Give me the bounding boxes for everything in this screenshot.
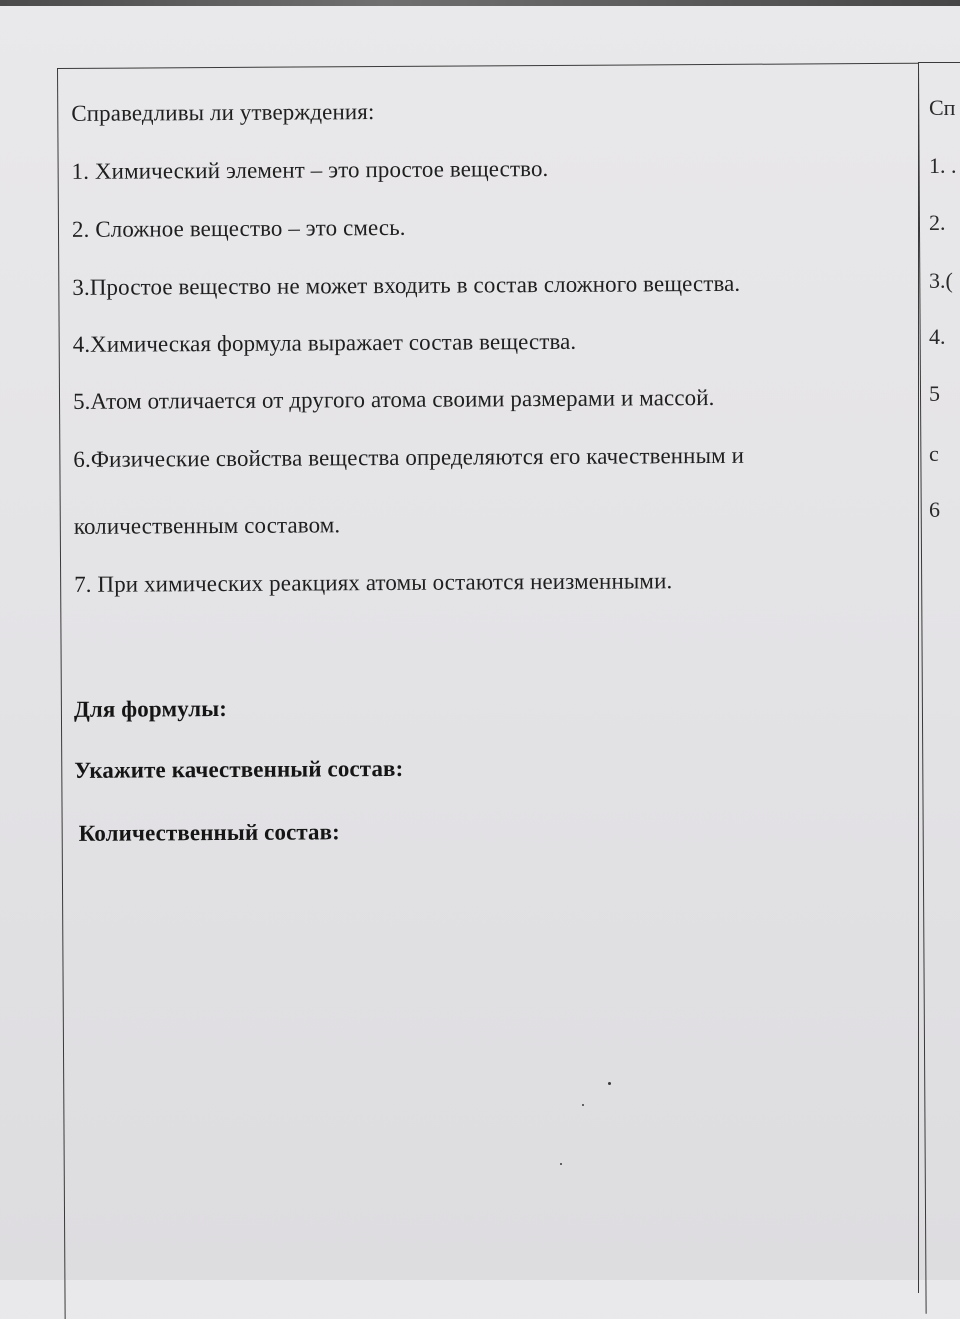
qualitative-composition-label: Укажите качественный состав: [74,755,404,783]
statement-6-line-1: 6.Физические свойства вещества определяются его качественным и [73,442,745,472]
statement-1: 1. Химический элемент – это простое вещество. [71,156,549,184]
statement-4: 4.Химическая формула выражает состав вещества. [72,328,577,357]
statement-6-line-2: количественным составом. [73,512,341,539]
top-edge-shadow [0,0,960,6]
statement-2: 2. Сложное вещество – это смесь. [71,214,406,242]
formula-label: Для формулы: [73,695,228,722]
paper-speck [560,1163,562,1165]
neighbor-fragment: 2. [929,210,946,235]
quantitative-composition-label: Количественный состав: [78,819,340,846]
heading: Справедливы ли утверждения: [71,99,375,126]
neighbor-fragment: Сп [929,95,956,120]
neighbor-fragment: 1. . [929,153,957,178]
statement-3: 3.Простое вещество не может входить в состав сложного вещества. [72,270,741,300]
neighbor-fragment: с [929,441,939,466]
paper-speck [608,1082,611,1085]
paper-speck [582,1104,584,1106]
neighbor-fragment: 4. [929,324,946,349]
neighbor-fragment: 5 [929,381,940,406]
neighbor-fragment: 3.( [929,268,953,293]
neighbor-page-edge [918,62,960,1293]
statement-7: 7. При химических реакциях атомы остаются неизменными. [74,568,673,597]
worksheet-page [57,63,927,1319]
neighbor-fragment: 6 [929,497,940,522]
statement-5: 5.Атом отличается от другого атома своими размерами и массой. [72,384,715,414]
